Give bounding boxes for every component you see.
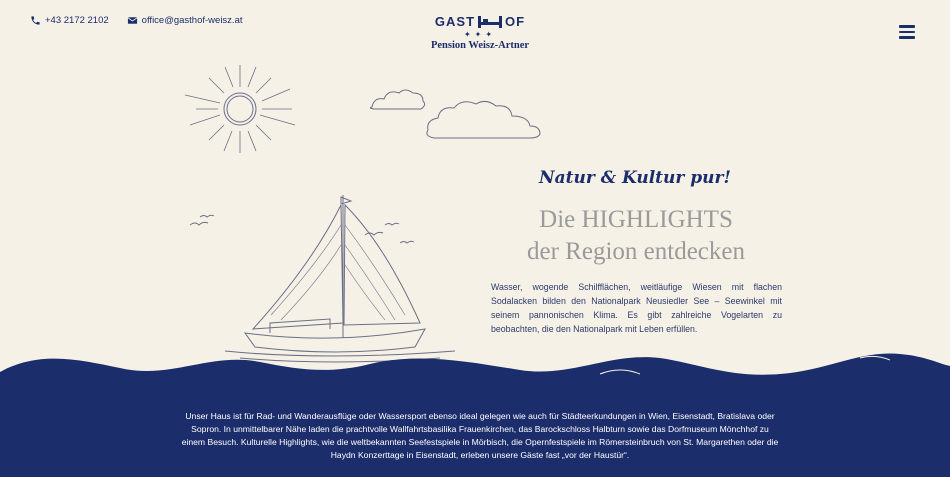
hero-heading-line2: der Region entdecken xyxy=(527,238,745,265)
sun-sketch xyxy=(185,65,295,153)
birds-sketch xyxy=(190,215,414,243)
cloud-sketch-large xyxy=(427,101,540,138)
hamburger-menu-icon[interactable] xyxy=(899,25,915,39)
logo-subtitle: Pension Weisz-Artner xyxy=(430,40,530,51)
hero-heading xyxy=(490,204,782,268)
hero-heading-line1: Die HIGHLIGHTS xyxy=(539,206,733,233)
bed-icon xyxy=(477,15,503,29)
email-link[interactable]: office@gasthof-weisz.at xyxy=(141,15,243,26)
logo[interactable] xyxy=(420,14,540,51)
envelope-icon xyxy=(127,15,138,26)
phone-link[interactable]: +43 2172 2102 xyxy=(45,15,109,26)
contact-info xyxy=(30,15,243,26)
sailboat-sketch xyxy=(225,195,455,362)
logo-word-right: OF xyxy=(505,14,526,29)
logo-word-left: GAST xyxy=(434,14,476,29)
phone-icon xyxy=(30,15,41,26)
hero-intro-text: Wasser, wogende Schilfflächen, weitläufige Wiesen mit flachen Sodalacken bilden den Nationalpark Neusiedler See – Seewinkel mit seinem pannonischen Klima. Es gibt zahlreiche Vogelarten zu beobachten, die den Nationalpark mit Leben erfüllen. xyxy=(491,282,782,334)
top-bar xyxy=(0,0,950,60)
sketch-illustration xyxy=(0,55,950,385)
logo-stars: ✦✦✦ xyxy=(463,30,497,39)
cloud-sketch-small xyxy=(370,90,424,109)
logo-wordmark xyxy=(420,14,540,29)
hero-tagline: Natur & Kultur pur! xyxy=(539,168,731,188)
region-description-text: Unser Haus ist für Rad- und Wanderausflüge oder Wassersport ebenso ideal gelegen wie auch für Städteerkundungen in Wien, Eisenstadt, Bratislava oder Sopron. In unmittelbarer Nähe laden die prachtvolle Wallfahrtsbasilika Frauenkirchen, das Barockschloss Halbturn sowie das Dorfmuseum Mönchhof zu einem Besuch. Kulturelle Highlights, wie die weltbekannten Seefestspiele in Mörbisch, die Opernfestspiele im Römersteinbruch von St. Margarethen oder die Haydn Konzerttage in Eisenstadt, erleben unsere Gäste fast „vor der Haustür“. xyxy=(181,411,779,460)
